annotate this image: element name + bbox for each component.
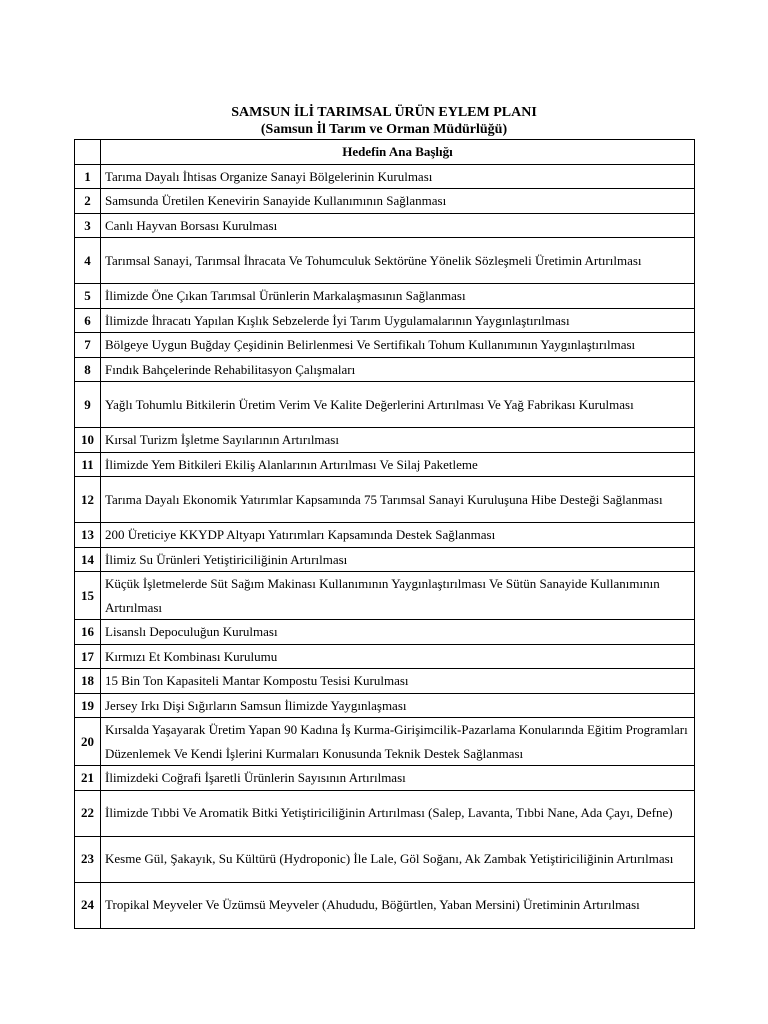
row-number: 8 — [75, 357, 101, 382]
row-number: 1 — [75, 164, 101, 189]
row-number: 11 — [75, 452, 101, 477]
row-number: 5 — [75, 284, 101, 309]
table-row — [75, 718, 695, 766]
row-number: 3 — [75, 213, 101, 238]
row-number: 21 — [75, 766, 101, 791]
goal-title: Kırsalda Yaşayarak Üretim Yapan 90 Kadına İş Kurma-Girişimcilik-Pazarlama Konularında Eğitim Programları Düzenlemek Ve Kendi İşlerini Kurmaları Konusunda Teknik Destek Sağlanması — [101, 718, 695, 766]
row-number: 7 — [75, 333, 101, 358]
goal-title: 200 Üreticiye KKYDP Altyapı Yatırımları Kapsamında Destek Sağlanması — [101, 523, 695, 548]
goal-title: Fındık Bahçelerinde Rehabilitasyon Çalışmaları — [101, 357, 695, 382]
table-row — [75, 164, 695, 189]
goal-title: İlimiz Su Ürünleri Yetiştiriciliğinin Artırılması — [101, 547, 695, 572]
table-row — [75, 523, 695, 548]
table-row — [75, 693, 695, 718]
goal-title: İlimizdeki Coğrafi İşaretli Ürünlerin Sayısının Artırılması — [101, 766, 695, 791]
table-row — [75, 572, 695, 620]
row-number: 6 — [75, 308, 101, 333]
table-row — [75, 836, 695, 882]
table-row — [75, 766, 695, 791]
goal-title: Küçük İşletmelerde Süt Sağım Makinası Kullanımının Yaygınlaştırılması Ve Sütün Sanayide Kullanımının Artırılması — [101, 572, 695, 620]
goal-title: Tarımsal Sanayi, Tarımsal İhracata Ve Tohumculuk Sektörüne Yönelik Sözleşmeli Üretimin Artırılması — [101, 238, 695, 284]
row-number: 12 — [75, 477, 101, 523]
goal-title: Kırmızı Et Kombinası Kurulumu — [101, 644, 695, 669]
goal-title: Lisanslı Depoculuğun Kurulması — [101, 620, 695, 645]
goal-title: İlimizde İhracatı Yapılan Kışlık Sebzelerde İyi Tarım Uygulamalarının Yaygınlaştırılması — [101, 308, 695, 333]
row-number: 24 — [75, 882, 101, 928]
table-row — [75, 382, 695, 428]
table-row — [75, 644, 695, 669]
table-row — [75, 477, 695, 523]
table-row — [75, 189, 695, 214]
goal-title: Kesme Gül, Şakayık, Su Kültürü (Hydroponic) İle Lale, Göl Soğanı, Ak Zambak Yetiştiriciliğinin Artırılması — [101, 836, 695, 882]
table-row — [75, 882, 695, 928]
row-number: 15 — [75, 572, 101, 620]
goal-title: Jersey Irkı Dişi Sığırların Samsun İlimizde Yaygınlaşması — [101, 693, 695, 718]
goal-title: Tarıma Dayalı İhtisas Organize Sanayi Bölgelerinin Kurulması — [101, 164, 695, 189]
table-row — [75, 357, 695, 382]
goal-title: Tropikal Meyveler Ve Üzümsü Meyveler (Ahududu, Böğürtlen, Yaban Mersini) Üretiminin Artırılması — [101, 882, 695, 928]
goal-title: Tarıma Dayalı Ekonomik Yatırımlar Kapsamında 75 Tarımsal Sanayi Kuruluşuna Hibe Desteği Sağlanması — [101, 477, 695, 523]
table-row — [75, 790, 695, 836]
row-number: 22 — [75, 790, 101, 836]
row-number: 19 — [75, 693, 101, 718]
table-row — [75, 238, 695, 284]
table-row — [75, 333, 695, 358]
table-row — [75, 452, 695, 477]
table-row — [75, 213, 695, 238]
row-number: 18 — [75, 669, 101, 694]
row-number: 23 — [75, 836, 101, 882]
table-body — [75, 164, 695, 928]
table-row — [75, 620, 695, 645]
row-number: 16 — [75, 620, 101, 645]
table-row — [75, 284, 695, 309]
table-row — [75, 428, 695, 453]
table-row — [75, 547, 695, 572]
row-number: 13 — [75, 523, 101, 548]
table-row — [75, 308, 695, 333]
goal-title: İlimizde Öne Çıkan Tarımsal Ürünlerin Markalaşmasının Sağlanması — [101, 284, 695, 309]
goal-title: 15 Bin Ton Kapasiteli Mantar Kompostu Tesisi Kurulması — [101, 669, 695, 694]
goal-title: İlimizde Yem Bitkileri Ekiliş Alanlarının Artırılması Ve Silaj Paketleme — [101, 452, 695, 477]
row-number: 2 — [75, 189, 101, 214]
action-plan-table — [74, 139, 695, 929]
document-subtitle: (Samsun İl Tarım ve Orman Müdürlüğü) — [260, 122, 508, 137]
row-number: 14 — [75, 547, 101, 572]
row-number: 4 — [75, 238, 101, 284]
table-header: Hedefin Ana Başlığı — [101, 140, 695, 165]
document-title: SAMSUN İLİ TARIMSAL ÜRÜN EYLEM PLANI — [231, 105, 537, 120]
row-number: 20 — [75, 718, 101, 766]
row-number: 10 — [75, 428, 101, 453]
table-row — [75, 669, 695, 694]
goal-title: Kırsal Turizm İşletme Sayılarının Artırılması — [101, 428, 695, 453]
goal-title: Yağlı Tohumlu Bitkilerin Üretim Verim Ve Kalite Değerlerini Artırılması Ve Yağ Fabrikası Kurulması — [101, 382, 695, 428]
goal-title: Canlı Hayvan Borsası Kurulması — [101, 213, 695, 238]
goal-title: İlimizde Tıbbi Ve Aromatik Bitki Yetiştiriciliğinin Artırılması (Salep, Lavanta, Tıbbi Nane, Ada Çayı, Defne) — [101, 790, 695, 836]
header-empty-cell — [75, 140, 101, 165]
row-number: 17 — [75, 644, 101, 669]
goal-title: Bölgeye Uygun Buğday Çeşidinin Belirlenmesi Ve Sertifikalı Tohum Kullanımının Yaygınlaştırılması — [101, 333, 695, 358]
row-number: 9 — [75, 382, 101, 428]
goal-title: Samsunda Üretilen Kenevirin Sanayide Kullanımının Sağlanması — [101, 189, 695, 214]
